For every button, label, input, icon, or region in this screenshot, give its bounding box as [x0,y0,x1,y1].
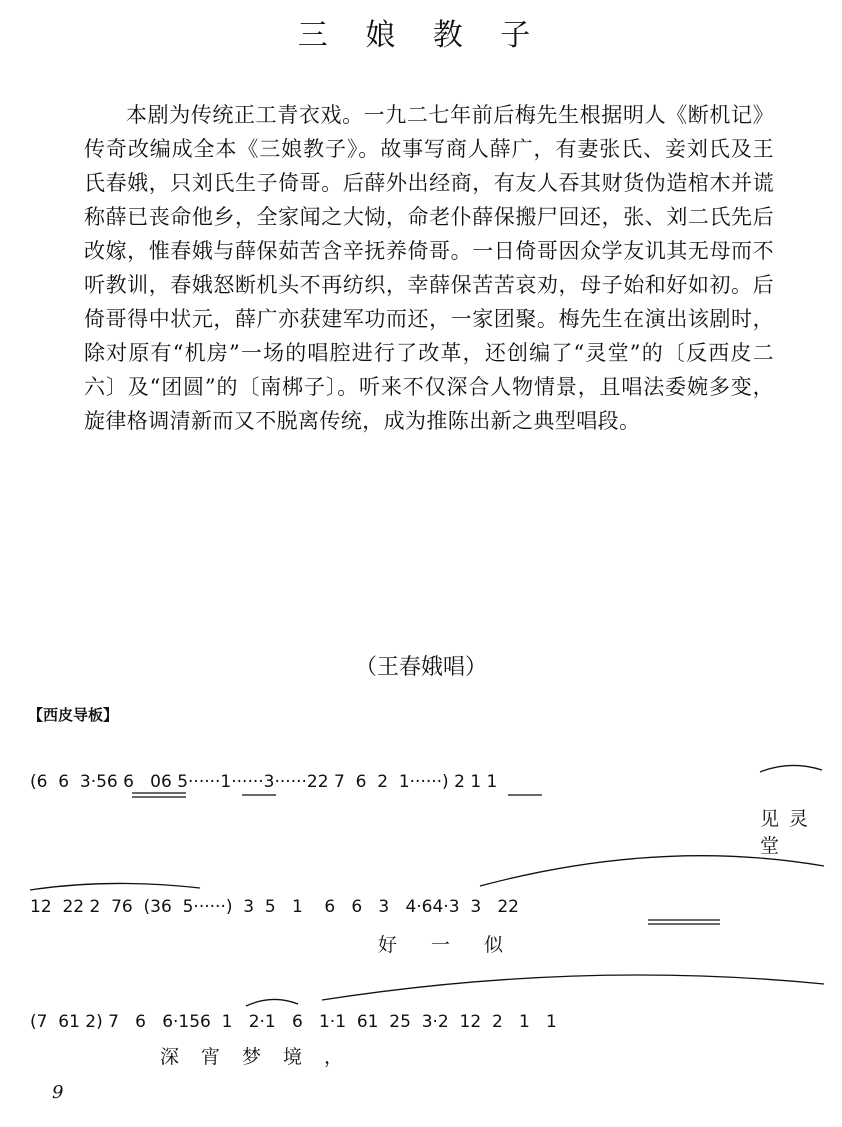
intro-paragraph [84,98,774,438]
banqiang-label: 【西皮导板】 [28,706,119,724]
score-line-3-lyric: 深宵梦境， [160,1046,366,1068]
singer-heading: （王春娥唱） [354,655,487,680]
score-line-1-lyric: 见灵堂 [760,808,819,857]
page-title: 三 娘 教 子 [297,18,545,53]
score-line-2-notes: 12 22 2 76 (36 5······) 3 5 1 6 6 3 4·64·3 3 22 [30,897,519,917]
slur-2 [30,883,200,890]
score-line-2-lyric: 好一似 [378,934,538,956]
slur-3 [480,856,824,886]
score-line-1-notes: (6 6 3·56 6 06 5······1······3······22 7 6 2 1······) 2 1 1 [30,772,498,792]
intro-text: 本剧为传统正工青衣戏。一九二七年前后梅先生根据明人《断机记》传奇改编成全本《三娘教子》。故事写商人薛广，有妻张氏、妾刘氏及王氏春娥，只刘氏生子倚哥。后薛外出经商，有友人吞其财货伪造棺木并谎称薛已丧命他乡，全家闻之大恸，命老仆薛保搬尸回还，张、刘二氏先后改嫁，惟春娥与薛保茹苦含辛抚养倚哥。一日倚哥因众学友讥其无母而不听教训，春娥怒断机头不再纺织，幸薛保苦苦哀劝，母子始和好如初。后倚哥得中状元，薛广亦获建军功而还，一家团聚。梅先生在演出该剧时，除对原有“机房”一场的唱腔进行了改革，还创编了“灵堂”的〔反西皮二六〕及“团圆”的〔南梆子〕。听来不仅深合人物情景，且唱法委婉多变，旋律格调清新而又不脱离传统，成为推陈出新之典型唱段。 [84,103,774,433]
slur-1 [760,765,822,772]
slur-5 [322,975,824,1000]
page-number: 9 [52,1082,64,1103]
score-line-3-notes: (7 61 2) 7 6 6·156 1 2·1 6 1·1 61 25 3·2 12 2 1 1 [30,1012,557,1032]
slur-4 [246,999,298,1006]
